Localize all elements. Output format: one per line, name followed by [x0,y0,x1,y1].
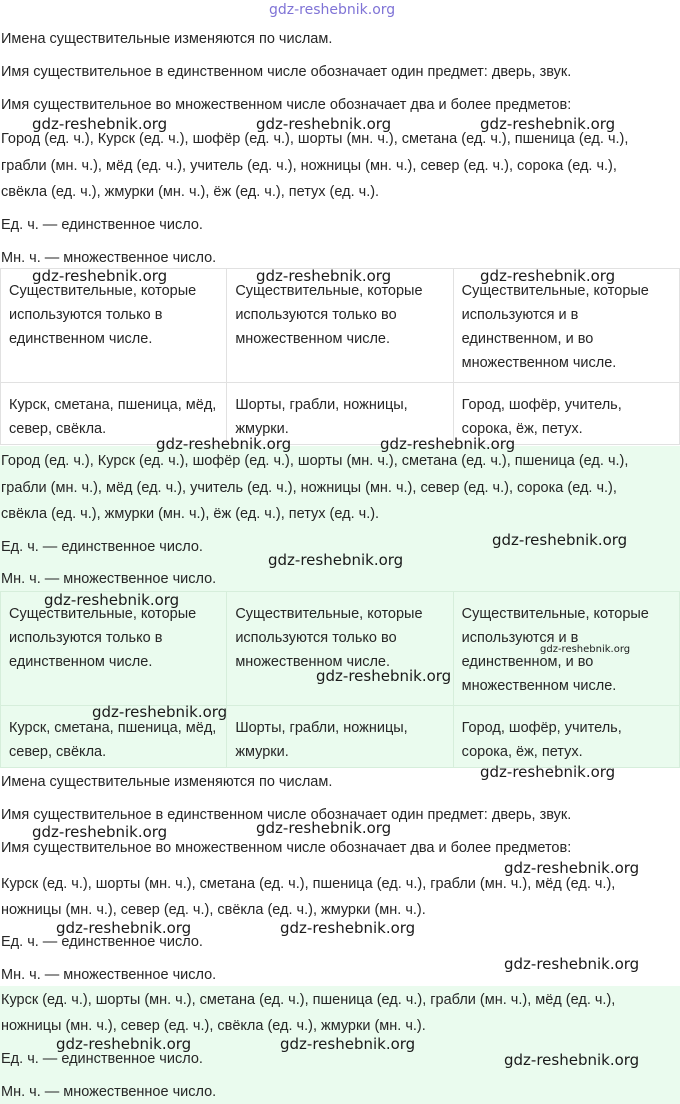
watermark: gdz-reshebnik.org [256,267,392,285]
watermark: gdz-reshebnik.org [316,667,452,685]
intro-line: Имя существительное во множественном числе обозначает два и более предметов: [1,97,572,113]
table-header-cell: Существительные, которые используются только в единственном числе. [1,592,227,706]
watermark: gdz-reshebnik.org [56,1035,192,1053]
watermark: gdz-reshebnik.org [480,115,616,133]
watermark: gdz-reshebnik.org [280,1035,416,1053]
watermark: gdz-reshebnik.org [92,703,228,721]
word-list-line: свёкла (ед. ч.), жмурки (мн. ч.), ёж (ед. ч.), петух (ед. ч.). [1,184,380,200]
watermark: gdz-reshebnik.org [504,1051,640,1069]
abbr-plural: Мн. ч. — множественное число. [1,571,217,587]
table-header-cell: Существительные, которые используются только во множественном числе. [227,269,453,383]
table-cell: Курск, сметана, пшеница, мёд, север, свёкла. [1,383,227,445]
abbr-plural: Мн. ч. — множественное число. [1,250,217,266]
word-list-line: грабли (мн. ч.), мёд (ед. ч.), учитель (ед. ч.), ножницы (мн. ч.), север (ед. ч.), сорока (ед. ч.), [1,480,617,496]
table-row [1,383,680,445]
table-header-cell: Существительные, которые используются и в единственном, и во множественном числе. [453,592,679,706]
table-cell: Город, шофёр, учитель, сорока, ёж, петух. [453,383,679,445]
watermark: gdz-reshebnik.org [504,955,640,973]
table-header-row [1,269,680,383]
watermark: gdz-reshebnik.org [32,823,168,841]
table-cell: Шорты, грабли, ножницы, жмурки. [227,706,453,768]
intro-line: Имя существительное в единственном числе обозначает один предмет: дверь, звук. [1,64,572,80]
word-list-line: Курск (ед. ч.), шорты (мн. ч.), сметана (ед. ч.), пшеница (ед. ч.), грабли (мн. ч.), мёд (ед. ч.), [1,876,616,892]
watermark: gdz-reshebnik.org [280,919,416,937]
watermark: gdz-reshebnik.org [480,267,616,285]
word-list-line: Курск (ед. ч.), шорты (мн. ч.), сметана (ед. ч.), пшеница (ед. ч.), грабли (мн. ч.), мёд (ед. ч.), [1,992,616,1008]
abbr-plural: Мн. ч. — множественное число. [1,1084,217,1100]
watermark: gdz-reshebnik.org [268,551,404,569]
word-list-line: Город (ед. ч.), Курск (ед. ч.), шофёр (ед. ч.), шорты (мн. ч.), сметана (ед. ч.), пшеница (ед. ч.), [1,453,629,469]
noun-table [0,268,680,445]
table-cell: Курск, сметана, пшеница, мёд, север, свёкла. [1,706,227,768]
watermark: gdz-reshebnik.org [32,267,168,285]
watermark: gdz-reshebnik.org [480,763,616,781]
intro-line: Имена существительные изменяются по числам. [1,31,333,47]
watermark: gdz-reshebnik.org [492,531,628,549]
watermark: gdz-reshebnik.org [44,591,180,609]
table-header-cell: Существительные, которые используются и в единственном, и во множественном числе. [453,269,679,383]
watermark: gdz-reshebnik.org [256,115,392,133]
word-list-line: грабли (мн. ч.), мёд (ед. ч.), учитель (ед. ч.), ножницы (мн. ч.), север (ед. ч.), сорока (ед. ч.), [1,158,617,174]
word-list-line: свёкла (ед. ч.), жмурки (мн. ч.), ёж (ед. ч.), петух (ед. ч.). [1,506,380,522]
intro-line: Имена существительные изменяются по числам. [1,774,333,790]
abbr-singular: Ед. ч. — единственное число. [1,934,203,950]
table-cell: Шорты, грабли, ножницы, жмурки. [227,383,453,445]
abbr-singular: Ед. ч. — единственное число. [1,1051,203,1067]
abbr-plural: Мн. ч. — множественное число. [1,967,217,983]
table-header-cell: Существительные, которые используются только во множественном числе. [227,592,453,706]
word-list-line: Город (ед. ч.), Курск (ед. ч.), шофёр (ед. ч.), шорты (мн. ч.), сметана (ед. ч.), пшеница (ед. ч.), [1,131,629,147]
abbr-singular: Ед. ч. — единственное число. [1,539,203,555]
abbr-singular: Ед. ч. — единственное число. [1,217,203,233]
intro-line: Имя существительное во множественном числе обозначает два и более предметов: [1,840,572,856]
intro-line: Имя существительное в единственном числе обозначает один предмет: дверь, звук. [1,807,572,823]
word-list-line: ножницы (мн. ч.), север (ед. ч.), свёкла (ед. ч.), жмурки (мн. ч.). [1,1018,426,1034]
table-cell: Город, шофёр, учитель, сорока, ёж, петух. [453,706,679,768]
watermark: gdz-reshebnik.org [32,115,168,133]
watermark: gdz-reshebnik.org [156,435,292,453]
watermark: gdz-reshebnik.org [380,435,516,453]
table-header-cell: Существительные, которые используются только в единственном числе. [1,269,227,383]
watermark: gdz-reshebnik.org [540,644,631,655]
watermark: gdz-reshebnik.org [56,919,192,937]
watermark: gdz-reshebnik.org [269,2,396,18]
watermark: gdz-reshebnik.org [504,859,640,877]
watermark: gdz-reshebnik.org [256,819,392,837]
word-list-line: ножницы (мн. ч.), север (ед. ч.), свёкла (ед. ч.), жмурки (мн. ч.). [1,902,426,918]
